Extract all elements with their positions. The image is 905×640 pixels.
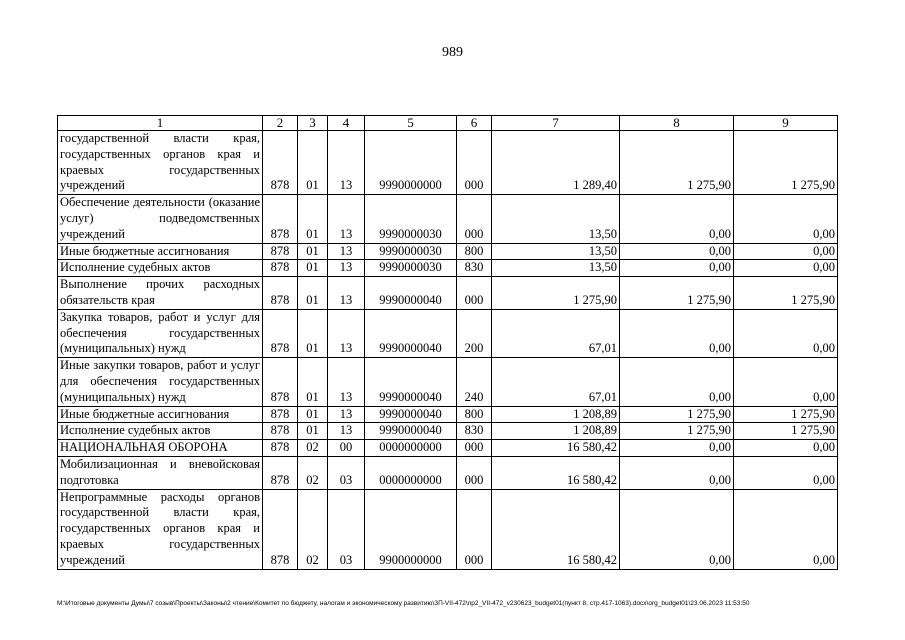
amount-2025-cell: 0,00 [734,195,838,243]
target-article-cell: 9990000030 [365,195,457,243]
amount-2024-cell: 0,00 [620,260,734,277]
row-name-cell: НАЦИОНАЛЬНАЯ ОБОРОНА [58,440,263,457]
gr-code-cell: 878 [263,243,298,260]
amount-2024-cell: 0,00 [620,489,734,569]
table-row [58,309,838,357]
amount-2024-cell: 0,00 [620,243,734,260]
subsection-code-cell: 13 [328,358,365,406]
amount-2023-cell: 1 289,40 [492,131,620,195]
subsection-code-cell: 03 [328,456,365,489]
amount-2024-cell: 0,00 [620,195,734,243]
expense-type-cell: 830 [457,423,492,440]
amount-2023-cell: 16 580,42 [492,456,620,489]
row-name-cell: государственной власти края, государственных органов края и краевых государственных учреждений [58,131,263,195]
expense-type-cell: 000 [457,456,492,489]
subsection-code-cell: 00 [328,440,365,457]
header-cell: 6 [457,116,492,131]
row-name-cell: Непрограммные расходы органов государственной власти края, государственных органов края и краевых государственных учреждений [58,489,263,569]
section-code-cell: 01 [298,309,328,357]
amount-2023-cell: 67,01 [492,309,620,357]
row-name-cell: Иные бюджетные ассигнования [58,406,263,423]
gr-code-cell: 878 [263,489,298,569]
section-code-cell: 01 [298,131,328,195]
gr-code-cell: 878 [263,195,298,243]
target-article-cell: 0000000000 [365,456,457,489]
subsection-code-cell: 13 [328,277,365,310]
target-article-cell: 9990000040 [365,309,457,357]
table-row [58,423,838,440]
amount-2023-cell: 16 580,42 [492,440,620,457]
header-cell: 9 [734,116,838,131]
row-name-cell: Иные закупки товаров, работ и услуг для обеспечения государственных (муниципальных) нужд [58,358,263,406]
row-name-cell: Закупка товаров, работ и услуг для обеспечения государственных (муниципальных) нужд [58,309,263,357]
table-header-row [58,116,838,131]
amount-2025-cell: 0,00 [734,440,838,457]
amount-2023-cell: 67,01 [492,358,620,406]
header-cell: 7 [492,116,620,131]
amount-2024-cell: 1 275,90 [620,277,734,310]
subsection-code-cell: 13 [328,423,365,440]
amount-2025-cell: 0,00 [734,358,838,406]
amount-2025-cell: 1 275,90 [734,277,838,310]
amount-2025-cell: 1 275,90 [734,406,838,423]
gr-code-cell: 878 [263,440,298,457]
table-row [58,358,838,406]
amount-2023-cell: 13,50 [492,260,620,277]
row-name-cell: Исполнение судебных актов [58,423,263,440]
section-code-cell: 01 [298,277,328,310]
subsection-code-cell: 13 [328,309,365,357]
amount-2023-cell: 1 208,89 [492,423,620,440]
table-row [58,440,838,457]
target-article-cell: 9990000030 [365,243,457,260]
gr-code-cell: 878 [263,358,298,406]
page-number: 989 [442,45,463,60]
table-row [58,489,838,569]
section-code-cell: 02 [298,456,328,489]
gr-code-cell: 878 [263,260,298,277]
amount-2025-cell: 0,00 [734,309,838,357]
amount-2025-cell: 0,00 [734,243,838,260]
amount-2024-cell: 1 275,90 [620,406,734,423]
header-cell: 2 [263,116,298,131]
amount-2025-cell: 0,00 [734,456,838,489]
expense-type-cell: 240 [457,358,492,406]
budget-table [57,115,838,570]
gr-code-cell: 878 [263,456,298,489]
subsection-code-cell: 13 [328,406,365,423]
header-cell: 8 [620,116,734,131]
row-name-cell: Мобилизационная и вневойсковая подготовка [58,456,263,489]
section-code-cell: 01 [298,406,328,423]
section-code-cell: 01 [298,195,328,243]
amount-2023-cell: 1 275,90 [492,277,620,310]
table-row [58,277,838,310]
amount-2025-cell: 0,00 [734,489,838,569]
subsection-code-cell: 13 [328,131,365,195]
gr-code-cell: 878 [263,406,298,423]
gr-code-cell: 878 [263,131,298,195]
target-article-cell: 0000000000 [365,440,457,457]
section-code-cell: 01 [298,260,328,277]
section-code-cell: 01 [298,423,328,440]
table-row [58,131,838,195]
header-cell: 1 [58,116,263,131]
expense-type-cell: 000 [457,489,492,569]
amount-2024-cell: 1 275,90 [620,131,734,195]
section-code-cell: 01 [298,243,328,260]
expense-type-cell: 200 [457,309,492,357]
section-code-cell: 01 [298,358,328,406]
document-path-footer: M:\Итоговые документы Думы\7 созыв\Проекты\Законы\2 чтение\Комитет по бюджету, налогам и экономическому развитию\ЗП-VII-472\пр2_VII-472_v230623_budget01(пункт 8, стр.417-1063).docx\org_budget01\23.06.2023 11:53:50 [57,600,750,607]
amount-2025-cell: 1 275,90 [734,131,838,195]
header-cell: 5 [365,116,457,131]
target-article-cell: 9990000040 [365,277,457,310]
expense-type-cell: 800 [457,243,492,260]
row-name-cell: Выполнение прочих расходных обязательств края [58,277,263,310]
table-row [58,243,838,260]
table-row [58,406,838,423]
expense-type-cell: 000 [457,277,492,310]
table-row [58,260,838,277]
target-article-cell: 9990000030 [365,260,457,277]
target-article-cell: 9990000040 [365,406,457,423]
table-row [58,456,838,489]
table-row [58,195,838,243]
subsection-code-cell: 13 [328,195,365,243]
header-cell: 3 [298,116,328,131]
target-article-cell: 9990000040 [365,358,457,406]
amount-2023-cell: 13,50 [492,195,620,243]
subsection-code-cell: 13 [328,260,365,277]
amount-2025-cell: 1 275,90 [734,423,838,440]
amount-2023-cell: 1 208,89 [492,406,620,423]
target-article-cell: 9900000000 [365,489,457,569]
gr-code-cell: 878 [263,309,298,357]
gr-code-cell: 878 [263,423,298,440]
subsection-code-cell: 13 [328,243,365,260]
amount-2025-cell: 0,00 [734,260,838,277]
expense-type-cell: 000 [457,195,492,243]
expense-type-cell: 000 [457,131,492,195]
row-name-cell: Обеспечение деятельности (оказание услуг) подведомственных учреждений [58,195,263,243]
subsection-code-cell: 03 [328,489,365,569]
amount-2024-cell: 1 275,90 [620,423,734,440]
section-code-cell: 02 [298,489,328,569]
amount-2024-cell: 0,00 [620,456,734,489]
amount-2024-cell: 0,00 [620,358,734,406]
target-article-cell: 9990000000 [365,131,457,195]
amount-2023-cell: 16 580,42 [492,489,620,569]
section-code-cell: 02 [298,440,328,457]
amount-2024-cell: 0,00 [620,440,734,457]
expense-type-cell: 830 [457,260,492,277]
target-article-cell: 9990000040 [365,423,457,440]
row-name-cell: Иные бюджетные ассигнования [58,243,263,260]
amount-2024-cell: 0,00 [620,309,734,357]
amount-2023-cell: 13,50 [492,243,620,260]
header-cell: 4 [328,116,365,131]
gr-code-cell: 878 [263,277,298,310]
row-name-cell: Исполнение судебных актов [58,260,263,277]
expense-type-cell: 800 [457,406,492,423]
expense-type-cell: 000 [457,440,492,457]
